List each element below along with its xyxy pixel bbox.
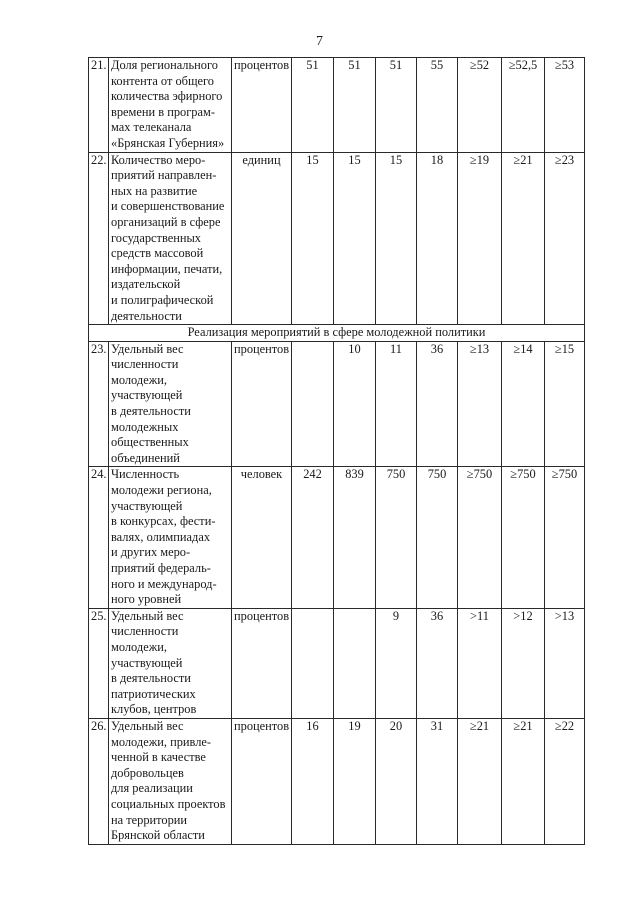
value-cell: 19: [334, 718, 376, 844]
value-cell: 15: [334, 152, 376, 325]
value-cell: [292, 608, 334, 718]
indicator-name: Численность молодежи региона, участвующей в конкурсах, фести- валях, олимпиадах и других меро- приятий федераль- ного и международ- ного уровней: [109, 467, 232, 608]
indicator-name: Количество меро- приятий направлен- ных на развитие и совершенствование организаций в сфере государственных средств массовой информации, печати, издательской и полиграфической деятельности: [109, 152, 232, 325]
value-cell: ≥21: [502, 152, 545, 325]
value-cell: 55: [417, 58, 458, 153]
unit-cell: процентов: [232, 341, 292, 467]
value-cell: 31: [417, 718, 458, 844]
value-cell: >11: [458, 608, 502, 718]
indicator-name: Удельный вес численности молодежи, участвующей в деятельности молодежных общественных объединений: [109, 341, 232, 467]
value-cell: ≥750: [545, 467, 585, 608]
value-cell: 750: [417, 467, 458, 608]
value-cell: ≥21: [458, 718, 502, 844]
table-row: [89, 608, 585, 718]
value-cell: 839: [334, 467, 376, 608]
row-number: 22.: [89, 152, 109, 325]
value-cell: 51: [376, 58, 417, 153]
value-cell: [292, 341, 334, 467]
value-cell: ≥23: [545, 152, 585, 325]
value-cell: ≥750: [502, 467, 545, 608]
unit-cell: процентов: [232, 58, 292, 153]
unit-cell: процентов: [232, 718, 292, 844]
row-number: 25.: [89, 608, 109, 718]
row-number: 21.: [89, 58, 109, 153]
unit-cell: человек: [232, 467, 292, 608]
indicators-table: [88, 57, 585, 845]
table-row: [89, 152, 585, 325]
indicator-name: Удельный вес молодежи, привле- ченной в качестве добровольцев для реализации социальных проектов на территории Брянской области: [109, 718, 232, 844]
value-cell: ≥21: [502, 718, 545, 844]
value-cell: ≥52: [458, 58, 502, 153]
value-cell: ≥15: [545, 341, 585, 467]
value-cell: >12: [502, 608, 545, 718]
value-cell: ≥22: [545, 718, 585, 844]
value-cell: ≥19: [458, 152, 502, 325]
value-cell: 10: [334, 341, 376, 467]
value-cell: 36: [417, 341, 458, 467]
value-cell: 15: [292, 152, 334, 325]
value-cell: ≥52,5: [502, 58, 545, 153]
value-cell: 750: [376, 467, 417, 608]
value-cell: ≥53: [545, 58, 585, 153]
indicator-name: Доля регионального контента от общего количества эфирного времени в програм- мах телеканала «Брянская Губерния»: [109, 58, 232, 153]
value-cell: ≥750: [458, 467, 502, 608]
table-row: [89, 718, 585, 844]
value-cell: 18: [417, 152, 458, 325]
indicator-name: Удельный вес численности молодежи, участвующей в деятельности патриотических клубов, центров: [109, 608, 232, 718]
table-row: [89, 341, 585, 467]
value-cell: 20: [376, 718, 417, 844]
page-number: 7: [316, 34, 323, 49]
value-cell: ≥13: [458, 341, 502, 467]
unit-cell: единиц: [232, 152, 292, 325]
section-title: Реализация мероприятий в сфере молодежной политики: [89, 325, 585, 342]
value-cell: 16: [292, 718, 334, 844]
table-row: [89, 467, 585, 608]
value-cell: 51: [292, 58, 334, 153]
value-cell: >13: [545, 608, 585, 718]
value-cell: 15: [376, 152, 417, 325]
row-number: 26.: [89, 718, 109, 844]
row-number: 24.: [89, 467, 109, 608]
section-row: [89, 325, 585, 342]
table-row: [89, 58, 585, 153]
row-number: 23.: [89, 341, 109, 467]
value-cell: 36: [417, 608, 458, 718]
value-cell: 11: [376, 341, 417, 467]
value-cell: [334, 608, 376, 718]
value-cell: 51: [334, 58, 376, 153]
value-cell: ≥14: [502, 341, 545, 467]
value-cell: 9: [376, 608, 417, 718]
unit-cell: процентов: [232, 608, 292, 718]
value-cell: 242: [292, 467, 334, 608]
